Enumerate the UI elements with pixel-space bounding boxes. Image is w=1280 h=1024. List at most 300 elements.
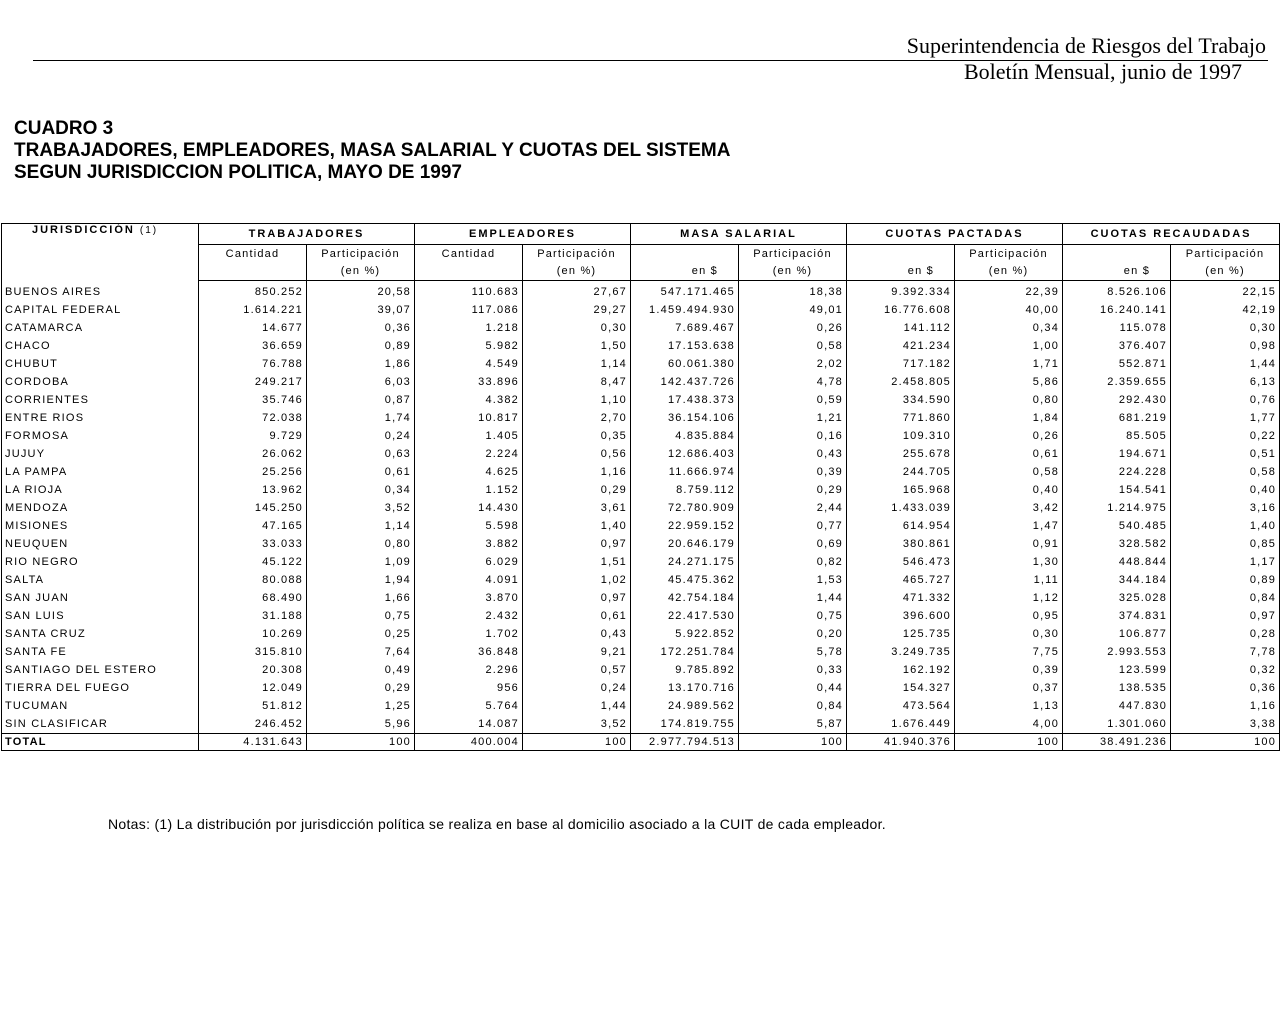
cell-ep: 1,10 — [523, 391, 631, 409]
cell-crp: 0,76 — [1171, 391, 1280, 409]
cell-cr: 138.535 — [1063, 679, 1171, 697]
total-m: 2.977.794.513 — [631, 734, 739, 751]
table-row — [2, 319, 1280, 337]
cell-m: 1.459.494.930 — [631, 301, 739, 319]
unit-blank — [415, 262, 523, 281]
cell-m: 24.271.175 — [631, 553, 739, 571]
cell-t: 33.033 — [199, 535, 307, 553]
cell-t: 12.049 — [199, 679, 307, 697]
cell-m: 24.989.562 — [631, 697, 739, 715]
sub-participacion: Participación — [307, 245, 415, 263]
cell-ep: 0,57 — [523, 661, 631, 679]
cell-mp: 0,39 — [739, 463, 847, 481]
row-jurisdiccion: SANTA CRUZ — [2, 625, 199, 643]
cell-m: 13.170.716 — [631, 679, 739, 697]
cell-t: 80.088 — [199, 571, 307, 589]
total-e: 400.004 — [415, 734, 523, 751]
cell-mp: 2,02 — [739, 355, 847, 373]
cell-ep: 27,67 — [523, 281, 631, 302]
table-row — [2, 571, 1280, 589]
cell-cr: 106.877 — [1063, 625, 1171, 643]
cell-cr: 1.214.975 — [1063, 499, 1171, 517]
cell-crp: 0,51 — [1171, 445, 1280, 463]
cell-mp: 4,78 — [739, 373, 847, 391]
cell-ep: 1,51 — [523, 553, 631, 571]
group-cuotas-pactadas: CUOTAS PACTADAS — [847, 224, 1063, 245]
cell-ep: 0,30 — [523, 319, 631, 337]
cell-m: 547.171.465 — [631, 281, 739, 302]
cell-tp: 1,74 — [307, 409, 415, 427]
cell-m: 7.689.467 — [631, 319, 739, 337]
cell-mp: 18,38 — [739, 281, 847, 302]
cell-cp: 614.954 — [847, 517, 955, 535]
cell-e: 2.432 — [415, 607, 523, 625]
cell-tp: 0,61 — [307, 463, 415, 481]
cell-tp: 1,86 — [307, 355, 415, 373]
header-bulletin: Boletín Mensual, junio de 1997 — [963, 59, 1242, 84]
row-jurisdiccion: FORMOSA — [2, 427, 199, 445]
cell-tp: 1,25 — [307, 697, 415, 715]
cell-m: 20.646.179 — [631, 535, 739, 553]
sub-blank — [631, 245, 739, 263]
table-row — [2, 715, 1280, 734]
cell-t: 36.659 — [199, 337, 307, 355]
group-cuotas-recaudadas: CUOTAS RECAUDADAS — [1063, 224, 1280, 245]
cell-cp: 16.776.608 — [847, 301, 955, 319]
cell-ep: 0,56 — [523, 445, 631, 463]
cell-mp: 5,78 — [739, 643, 847, 661]
cell-cr: 376.407 — [1063, 337, 1171, 355]
cell-cpp: 0,61 — [955, 445, 1063, 463]
cell-crp: 42,19 — [1171, 301, 1280, 319]
cell-cpp: 0,95 — [955, 607, 1063, 625]
cell-cp: 471.332 — [847, 589, 955, 607]
cell-mp: 0,75 — [739, 607, 847, 625]
cell-cr: 1.301.060 — [1063, 715, 1171, 734]
cell-tp: 0,89 — [307, 337, 415, 355]
cell-e: 4.549 — [415, 355, 523, 373]
unit-pct: (en %) — [1171, 262, 1280, 281]
cell-ep: 0,35 — [523, 427, 631, 445]
cell-cpp: 1,47 — [955, 517, 1063, 535]
row-jurisdiccion: RIO NEGRO — [2, 553, 199, 571]
table-row — [2, 589, 1280, 607]
total-label: TOTAL — [2, 734, 199, 751]
cell-t: 76.788 — [199, 355, 307, 373]
cell-cp: 109.310 — [847, 427, 955, 445]
cell-crp: 0,36 — [1171, 679, 1280, 697]
row-jurisdiccion: LA PAMPA — [2, 463, 199, 481]
row-jurisdiccion: CORDOBA — [2, 373, 199, 391]
cell-t: 315.810 — [199, 643, 307, 661]
row-jurisdiccion: TIERRA DEL FUEGO — [2, 679, 199, 697]
cell-crp: 0,85 — [1171, 535, 1280, 553]
cell-cr: 328.582 — [1063, 535, 1171, 553]
row-jurisdiccion: SAN JUAN — [2, 589, 199, 607]
cell-mp: 49,01 — [739, 301, 847, 319]
cell-m: 172.251.784 — [631, 643, 739, 661]
cell-cp: 165.968 — [847, 481, 955, 499]
cell-crp: 1,77 — [1171, 409, 1280, 427]
cell-t: 35.746 — [199, 391, 307, 409]
cell-e: 4.091 — [415, 571, 523, 589]
group-empleadores: EMPLEADORES — [415, 224, 631, 245]
cell-cpp: 0,26 — [955, 427, 1063, 445]
cell-mp: 1,21 — [739, 409, 847, 427]
cell-mp: 0,84 — [739, 697, 847, 715]
cell-mp: 0,43 — [739, 445, 847, 463]
cell-ep: 29,27 — [523, 301, 631, 319]
cell-cr: 194.671 — [1063, 445, 1171, 463]
cell-t: 26.062 — [199, 445, 307, 463]
sub-cantidad: Cantidad — [199, 245, 307, 263]
table-row — [2, 355, 1280, 373]
cell-e: 4.382 — [415, 391, 523, 409]
cell-tp: 0,75 — [307, 607, 415, 625]
table-row — [2, 535, 1280, 553]
unit-pct: (en %) — [739, 262, 847, 281]
cell-cpp: 1,00 — [955, 337, 1063, 355]
cell-cpp: 0,37 — [955, 679, 1063, 697]
cell-e: 33.896 — [415, 373, 523, 391]
table-row — [2, 301, 1280, 319]
row-jurisdiccion: BUENOS AIRES — [2, 281, 199, 302]
cell-cr: 540.485 — [1063, 517, 1171, 535]
cell-cr: 374.831 — [1063, 607, 1171, 625]
cell-e: 2.296 — [415, 661, 523, 679]
cell-cr: 85.505 — [1063, 427, 1171, 445]
cell-cr: 552.871 — [1063, 355, 1171, 373]
cell-tp: 0,80 — [307, 535, 415, 553]
cell-cr: 115.078 — [1063, 319, 1171, 337]
cell-m: 72.780.909 — [631, 499, 739, 517]
cell-crp: 3,38 — [1171, 715, 1280, 734]
cell-cp: 255.678 — [847, 445, 955, 463]
cell-e: 117.086 — [415, 301, 523, 319]
cell-cpp: 5,86 — [955, 373, 1063, 391]
cell-cr: 325.028 — [1063, 589, 1171, 607]
cell-ep: 1,02 — [523, 571, 631, 589]
unit-pesos: en $ — [631, 262, 739, 281]
col-jurisdiccion-label: JURISDICCIÓN — [32, 224, 135, 236]
cell-cp: 3.249.735 — [847, 643, 955, 661]
cell-tp: 1,66 — [307, 589, 415, 607]
cell-ep: 9,21 — [523, 643, 631, 661]
cell-e: 1.405 — [415, 427, 523, 445]
sub-participacion: Participación — [1171, 245, 1280, 263]
cell-cpp: 0,80 — [955, 391, 1063, 409]
cell-crp: 0,89 — [1171, 571, 1280, 589]
cell-cr: 123.599 — [1063, 661, 1171, 679]
col-jurisdiccion-note: (1) — [139, 225, 159, 236]
cell-t: 1.614.221 — [199, 301, 307, 319]
total-cpp: 100 — [955, 734, 1063, 751]
cell-e: 4.625 — [415, 463, 523, 481]
row-jurisdiccion: TUCUMAN — [2, 697, 199, 715]
cell-cpp: 0,91 — [955, 535, 1063, 553]
sub-blank — [1063, 245, 1171, 263]
cell-ep: 0,97 — [523, 589, 631, 607]
cell-mp: 0,20 — [739, 625, 847, 643]
cell-mp: 0,69 — [739, 535, 847, 553]
cell-e: 1.218 — [415, 319, 523, 337]
cell-mp: 0,58 — [739, 337, 847, 355]
cell-cp: 154.327 — [847, 679, 955, 697]
cell-t: 145.250 — [199, 499, 307, 517]
cell-m: 8.759.112 — [631, 481, 739, 499]
cell-t: 72.038 — [199, 409, 307, 427]
table-row — [2, 517, 1280, 535]
cell-t: 850.252 — [199, 281, 307, 302]
table-row — [2, 679, 1280, 697]
footnote: Notas: (1) La distribución por jurisdicción política se realiza en base al domicilio asociado a la CUIT de cada empleador. — [108, 816, 886, 832]
cell-tp: 0,87 — [307, 391, 415, 409]
cell-crp: 0,58 — [1171, 463, 1280, 481]
cell-e: 36.848 — [415, 643, 523, 661]
cell-cp: 244.705 — [847, 463, 955, 481]
cell-cp: 465.727 — [847, 571, 955, 589]
cell-crp: 7,78 — [1171, 643, 1280, 661]
header-group-row — [2, 224, 1280, 245]
cell-cp: 1.676.449 — [847, 715, 955, 734]
cell-cp: 162.192 — [847, 661, 955, 679]
sub-participacion: Participación — [955, 245, 1063, 263]
cell-ep: 3,61 — [523, 499, 631, 517]
cell-t: 13.962 — [199, 481, 307, 499]
cell-m: 42.754.184 — [631, 589, 739, 607]
cell-cpp: 0,40 — [955, 481, 1063, 499]
cell-t: 51.812 — [199, 697, 307, 715]
cell-tp: 0,34 — [307, 481, 415, 499]
row-jurisdiccion: MENDOZA — [2, 499, 199, 517]
cell-t: 9.729 — [199, 427, 307, 445]
row-jurisdiccion: SALTA — [2, 571, 199, 589]
cell-cr: 2.359.655 — [1063, 373, 1171, 391]
row-jurisdiccion: CORRIENTES — [2, 391, 199, 409]
cell-cp: 421.234 — [847, 337, 955, 355]
cell-tp: 3,52 — [307, 499, 415, 517]
table-row — [2, 445, 1280, 463]
cell-tp: 20,58 — [307, 281, 415, 302]
cell-e: 1.152 — [415, 481, 523, 499]
cell-cr: 8.526.106 — [1063, 281, 1171, 302]
table-row — [2, 391, 1280, 409]
table-row — [2, 463, 1280, 481]
cell-t: 249.217 — [199, 373, 307, 391]
cell-t: 45.122 — [199, 553, 307, 571]
cell-t: 68.490 — [199, 589, 307, 607]
cell-cpp: 0,39 — [955, 661, 1063, 679]
cell-m: 12.686.403 — [631, 445, 739, 463]
table-row — [2, 373, 1280, 391]
row-jurisdiccion: CHUBUT — [2, 355, 199, 373]
cell-ep: 2,70 — [523, 409, 631, 427]
cell-crp: 0,30 — [1171, 319, 1280, 337]
cell-cp: 9.392.334 — [847, 281, 955, 302]
cell-cpp: 0,58 — [955, 463, 1063, 481]
cell-e: 956 — [415, 679, 523, 697]
cell-e: 14.430 — [415, 499, 523, 517]
cell-mp: 1,53 — [739, 571, 847, 589]
cell-m: 9.785.892 — [631, 661, 739, 679]
row-jurisdiccion: ENTRE RIOS — [2, 409, 199, 427]
total-crp: 100 — [1171, 734, 1280, 751]
cell-cp: 141.112 — [847, 319, 955, 337]
cell-tp: 1,94 — [307, 571, 415, 589]
cell-cr: 154.541 — [1063, 481, 1171, 499]
cell-t: 31.188 — [199, 607, 307, 625]
cell-e: 10.817 — [415, 409, 523, 427]
cell-t: 14.677 — [199, 319, 307, 337]
title-line-3: SEGUN JURISDICCION POLITICA, MAYO DE 1997 — [14, 162, 463, 183]
cell-crp: 3,16 — [1171, 499, 1280, 517]
cell-cr: 2.993.553 — [1063, 643, 1171, 661]
cell-mp: 2,44 — [739, 499, 847, 517]
cell-e: 14.087 — [415, 715, 523, 734]
cell-crp: 0,98 — [1171, 337, 1280, 355]
row-jurisdiccion: SANTIAGO DEL ESTERO — [2, 661, 199, 679]
cell-m: 45.475.362 — [631, 571, 739, 589]
cell-t: 20.308 — [199, 661, 307, 679]
cell-tp: 0,24 — [307, 427, 415, 445]
cell-cpp: 0,34 — [955, 319, 1063, 337]
cell-e: 5.982 — [415, 337, 523, 355]
cell-ep: 0,61 — [523, 607, 631, 625]
total-tp: 100 — [307, 734, 415, 751]
cell-m: 22.417.530 — [631, 607, 739, 625]
row-jurisdiccion: SAN LUIS — [2, 607, 199, 625]
unit-pct: (en %) — [955, 262, 1063, 281]
row-jurisdiccion: CHACO — [2, 337, 199, 355]
cell-tp: 1,14 — [307, 517, 415, 535]
cell-tp: 6,03 — [307, 373, 415, 391]
cell-crp: 0,84 — [1171, 589, 1280, 607]
cell-tp: 5,96 — [307, 715, 415, 734]
cell-mp: 0,59 — [739, 391, 847, 409]
cell-mp: 0,16 — [739, 427, 847, 445]
unit-pct: (en %) — [307, 262, 415, 281]
cell-cp: 1.433.039 — [847, 499, 955, 517]
cell-m: 22.959.152 — [631, 517, 739, 535]
table-row — [2, 643, 1280, 661]
cell-cpp: 22,39 — [955, 281, 1063, 302]
cell-cpp: 1,71 — [955, 355, 1063, 373]
cell-m: 17.438.373 — [631, 391, 739, 409]
cell-cpp: 1,30 — [955, 553, 1063, 571]
unit-pesos: en $ — [1063, 262, 1171, 281]
cell-ep: 1,14 — [523, 355, 631, 373]
cell-ep: 1,44 — [523, 697, 631, 715]
table-row — [2, 281, 1280, 302]
unit-pct: (en %) — [523, 262, 631, 281]
unit-blank — [199, 262, 307, 281]
sub-blank — [847, 245, 955, 263]
cell-t: 25.256 — [199, 463, 307, 481]
table-row — [2, 409, 1280, 427]
cell-crp: 0,97 — [1171, 607, 1280, 625]
title-line-2: TRABAJADORES, EMPLEADORES, MASA SALARIAL Y CUOTAS DEL SISTEMA — [14, 140, 731, 161]
cell-ep: 0,24 — [523, 679, 631, 697]
cell-tp: 0,29 — [307, 679, 415, 697]
cell-tp: 7,64 — [307, 643, 415, 661]
table-row — [2, 553, 1280, 571]
cell-ep: 0,29 — [523, 481, 631, 499]
cell-ep: 8,47 — [523, 373, 631, 391]
cell-e: 1.702 — [415, 625, 523, 643]
cell-ep: 1,40 — [523, 517, 631, 535]
cell-tp: 0,63 — [307, 445, 415, 463]
cell-mp: 1,44 — [739, 589, 847, 607]
cell-e: 5.598 — [415, 517, 523, 535]
sub-participacion: Participación — [739, 245, 847, 263]
cell-ep: 0,97 — [523, 535, 631, 553]
cell-mp: 0,29 — [739, 481, 847, 499]
cell-cpp: 1,13 — [955, 697, 1063, 715]
cell-tp: 0,49 — [307, 661, 415, 679]
total-t: 4.131.643 — [199, 734, 307, 751]
cell-e: 3.882 — [415, 535, 523, 553]
table-row — [2, 481, 1280, 499]
sub-participacion: Participación — [523, 245, 631, 263]
total-cr: 38.491.236 — [1063, 734, 1171, 751]
cell-cr: 292.430 — [1063, 391, 1171, 409]
cell-m: 174.819.755 — [631, 715, 739, 734]
cell-tp: 39,07 — [307, 301, 415, 319]
cell-cr: 681.219 — [1063, 409, 1171, 427]
cell-ep: 1,16 — [523, 463, 631, 481]
title-line-1: CUADRO 3 — [14, 118, 114, 139]
row-jurisdiccion: CAPITAL FEDERAL — [2, 301, 199, 319]
row-jurisdiccion: JUJUY — [2, 445, 199, 463]
group-trabajadores: TRABAJADORES — [199, 224, 415, 245]
data-table — [1, 223, 1280, 751]
table-row — [2, 697, 1280, 715]
cell-e: 6.029 — [415, 553, 523, 571]
row-jurisdiccion: CATAMARCA — [2, 319, 199, 337]
cell-cr: 344.184 — [1063, 571, 1171, 589]
cell-cr: 447.830 — [1063, 697, 1171, 715]
table-row — [2, 625, 1280, 643]
cell-m: 60.061.380 — [631, 355, 739, 373]
cell-t: 10.269 — [199, 625, 307, 643]
cell-m: 4.835.884 — [631, 427, 739, 445]
row-jurisdiccion: MISIONES — [2, 517, 199, 535]
cell-cpp: 1,11 — [955, 571, 1063, 589]
cell-mp: 0,82 — [739, 553, 847, 571]
cell-e: 2.224 — [415, 445, 523, 463]
cell-crp: 22,15 — [1171, 281, 1280, 302]
total-mp: 100 — [739, 734, 847, 751]
cell-cp: 2.458.805 — [847, 373, 955, 391]
cell-cr: 224.228 — [1063, 463, 1171, 481]
header-org: Superintendencia de Riesgos del Trabajo — [906, 33, 1266, 58]
cell-crp: 0,22 — [1171, 427, 1280, 445]
cell-mp: 0,44 — [739, 679, 847, 697]
cell-m: 5.922.852 — [631, 625, 739, 643]
cell-cpp: 7,75 — [955, 643, 1063, 661]
cell-tp: 0,25 — [307, 625, 415, 643]
cell-ep: 3,52 — [523, 715, 631, 734]
row-jurisdiccion: NEUQUEN — [2, 535, 199, 553]
cell-cpp: 1,84 — [955, 409, 1063, 427]
cell-crp: 1,17 — [1171, 553, 1280, 571]
cell-ep: 1,50 — [523, 337, 631, 355]
group-masa-salarial: MASA SALARIAL — [631, 224, 847, 245]
col-jurisdiccion — [2, 224, 199, 281]
table-row — [2, 337, 1280, 355]
sub-cantidad: Cantidad — [415, 245, 523, 263]
cell-mp: 0,26 — [739, 319, 847, 337]
